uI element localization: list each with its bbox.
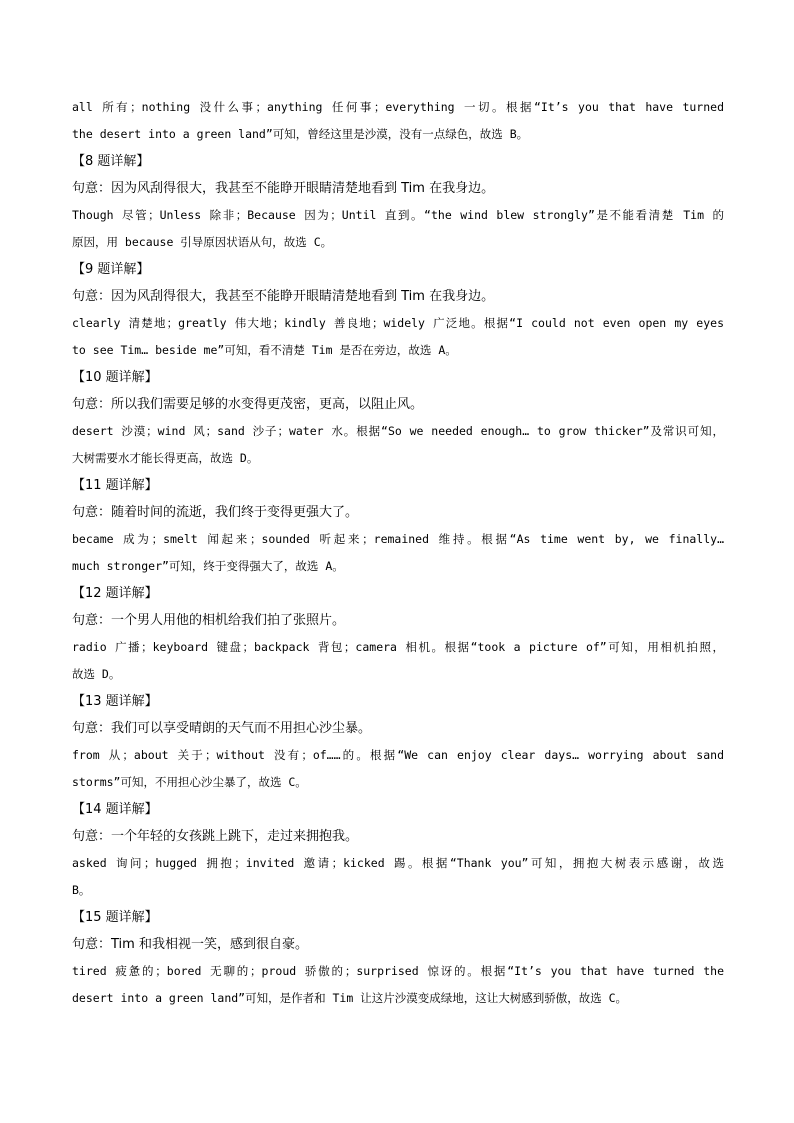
explanation-line-2: 故选 D。: [72, 667, 121, 681]
explanation-line-2: B。: [72, 883, 91, 897]
explanation-line-1: tired 疲惫的；bored 无聊的；proud 骄傲的；surprised 惊讶的。根据“It’s you that have turned the: [72, 964, 724, 978]
section-heading: 【10 题详解】: [72, 370, 158, 385]
section-heading: 【15 题详解】: [72, 910, 158, 925]
intro-line-2: the desert into a green land”可知，曾经这里是沙漠，没有一点绿色，故选 B。: [72, 127, 529, 141]
explanation-line-1: Though 尽管；Unless 除非；Because 因为；Until 直到。“the wind blew strongly”是不能看清楚 Tim 的: [72, 208, 724, 222]
explanation-line-2: 原因，用 because 引导原因状语从句，故选 C。: [72, 235, 333, 249]
section-q14: [72, 796, 724, 904]
explanation-line-2: much stronger”可知，终于变得强大了，故选 A。: [72, 559, 344, 573]
section-q15: [72, 904, 724, 1012]
answer-explanations: [72, 94, 724, 1012]
explanation-line-1: clearly 清楚地；greatly 伟大地；kindly 善良地；widely 广泛地。根据“I could not even open my eyes: [72, 316, 724, 330]
section-q10: [72, 364, 724, 472]
section-q13: [72, 688, 724, 796]
section-heading: 【11 题详解】: [72, 478, 158, 493]
intro-line-1: all 所有；nothing 没什么事；anything 任何事；everything 一切。根据“It’s you that have turned: [72, 100, 724, 114]
sentence-meaning: 句意：因为风刮得很大，我甚至不能睁开眼睛清楚地看到 Tim 在我身边。: [72, 289, 495, 304]
explanation-line-1: became 成为；smelt 闻起来；sounded 听起来；remained 维持。根据“As time went by, we finally…: [72, 532, 724, 546]
section-heading: 【14 题详解】: [72, 802, 158, 817]
section-heading: 【9 题详解】: [72, 262, 150, 277]
explanation-line-2: 大树需要水才能长得更高，故选 D。: [72, 451, 259, 465]
section-q9: [72, 256, 724, 364]
sentence-meaning: 句意：一个男人用他的相机给我们拍了张照片。: [72, 613, 346, 628]
section-q8: [72, 148, 724, 256]
sentence-meaning: 句意：一个年轻的女孩跳上跳下，走过来拥抱我。: [72, 829, 359, 844]
explanation-line-2: to see Tim… beside me”可知，看不清楚 Tim 是否在旁边，故选 A。: [72, 343, 457, 357]
explanation-line-1: desert 沙漠；wind 风；sand 沙子；water 水。根据“So we needed enough… to grow thicker”及常识可知，: [72, 424, 724, 438]
sentence-meaning: 句意：随着时间的流逝，我们终于变得更强大了。: [72, 505, 359, 520]
section-heading: 【13 题详解】: [72, 694, 158, 709]
section-heading: 【12 题详解】: [72, 586, 158, 601]
sentence-meaning: 句意：我们可以享受晴朗的天气而不用担心沙尘暴。: [72, 721, 372, 736]
section-heading: 【8 题详解】: [72, 154, 150, 169]
section-q12: [72, 580, 724, 688]
explanation-line-1: asked 询问；hugged 拥抱；invited 邀请；kicked 踢。根据“Thank you”可知，拥抱大树表示感谢，故选: [72, 856, 724, 870]
explanation-line-2: storms”可知，不用担心沙尘暴了，故选 C。: [72, 775, 307, 789]
sentence-meaning: 句意：因为风刮得很大，我甚至不能睁开眼睛清楚地看到 Tim 在我身边。: [72, 181, 495, 196]
explanation-line-1: radio 广播；keyboard 键盘；backpack 背包；camera 相机。根据“took a picture of”可知，用相机拍照，: [72, 640, 724, 654]
sentence-meaning: 句意：所以我们需要足够的水变得更茂密，更高，以阻止风。: [72, 397, 424, 412]
sentence-meaning: 句意：Tim 和我相视一笑，感到很自豪。: [72, 937, 308, 952]
explanation-line-1: from 从；about 关于；without 没有；of……的。根据“We can enjoy clear days… worrying about sand: [72, 748, 724, 762]
section-q11: [72, 472, 724, 580]
explanation-line-2: desert into a green land”可知，是作者和 Tim 让这片沙漠变成绿地，这让大树感到骄傲，故选 C。: [72, 991, 628, 1005]
